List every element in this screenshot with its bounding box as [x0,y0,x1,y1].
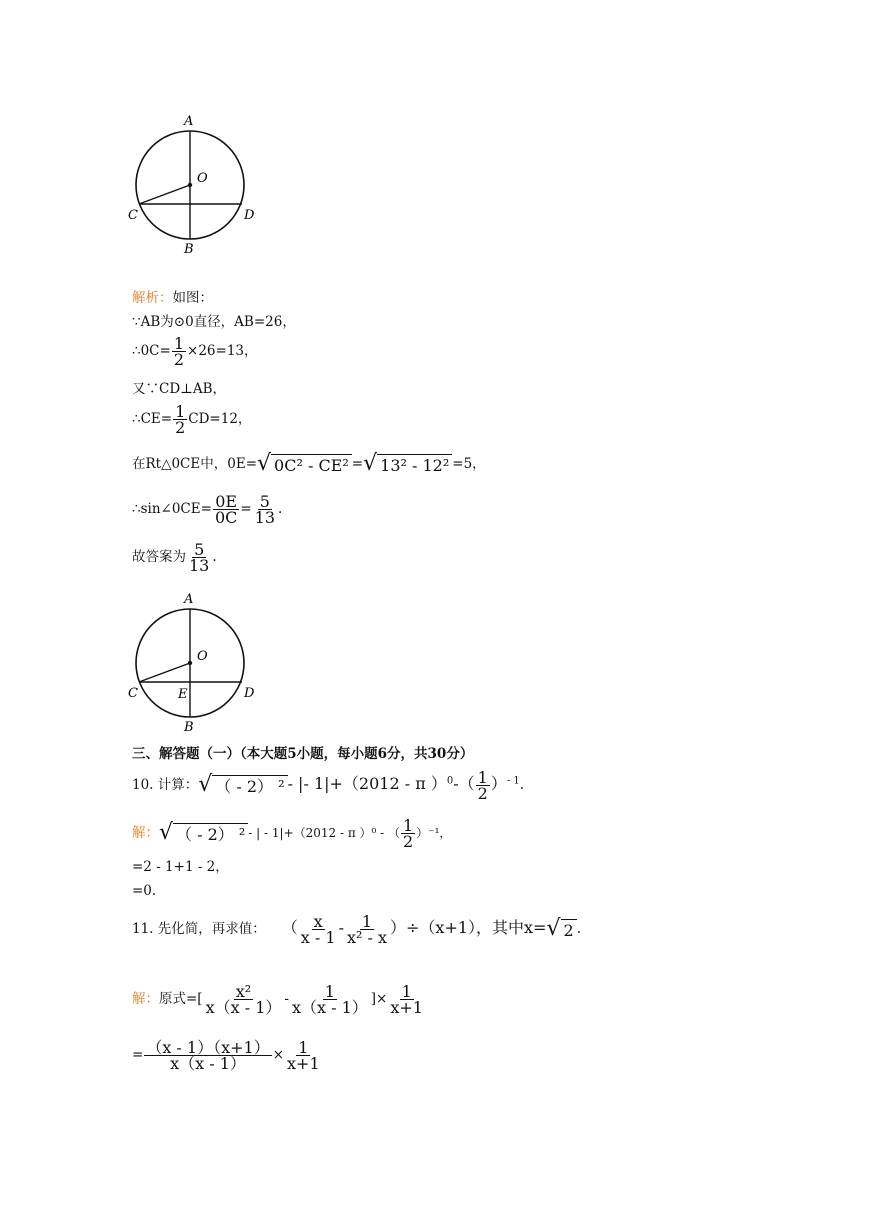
q11-solution-1 [132,984,426,1015]
exponent: - 1 [506,775,520,787]
fraction-den: x（x - 1） [291,998,368,1017]
q10-step-1: =2 - 1+1 - 2， [132,859,229,875]
radicand: 0C² - CE² [271,454,352,477]
fraction-den: 2 [173,350,185,369]
solution-9-line-4 [132,404,251,435]
solution-label: 解： [132,991,159,1007]
fraction-den: x+1 [287,1054,320,1073]
fraction-den: x - 1 [300,928,336,947]
fraction-num: 5 [259,492,270,511]
text: . [278,501,283,517]
fraction-den: x² - x [346,928,388,947]
text: . [212,549,217,565]
text: = [240,501,252,517]
fraction-num: 1 [324,982,335,1001]
text: 原式=[ [159,991,203,1007]
text: 11. 先化简，再求值： [132,921,266,937]
text: . [576,921,581,937]
question-11: 11. 先化简，再求值： （ $\frac{x}{x - 1}$ - $\frac{1}{\text{x² - x}}$ ）÷（x+1），其中x= √ 2 . [132,912,581,947]
circle-figure-1 [120,110,260,260]
solution-9-line-3: 又∵CD⊥AB， [132,381,227,397]
label-O: O [197,171,208,186]
fraction-den: 2 [403,832,414,851]
text: - [338,918,344,937]
label-D: D [244,686,255,701]
fraction-num: 1 [298,1038,309,1057]
section-heading: 三、解答题（一）（本大题5小题，每小题6分，共30分） [132,746,474,762]
fraction-den: x+1 [390,998,423,1017]
solution-9-line-5: 在Rt△0CE中，0E= √ 0C² - CE² = √ 13² - 12² =5， [132,451,486,476]
solution-9-line-2 [132,336,258,367]
text: ）⁻¹， [416,826,452,840]
fraction-num: 1 [403,816,414,835]
fraction-den: 13 [254,508,276,527]
text: = [132,1047,144,1063]
text: 10. 计算： [132,777,199,793]
intro-text: 如图： [172,290,213,306]
solution-label: 解： [132,825,159,841]
fraction-den: x（x - 1） [170,1054,246,1073]
text: ]× [370,991,388,1007]
text: ） [490,774,507,793]
radicand: （ - 2） ² [212,775,287,798]
label-E: E [178,687,188,702]
text: ∴CE= [132,411,173,427]
text: ∴0C= [132,343,171,359]
fraction-num: x² [235,982,252,1001]
solution-label: 解析： [132,290,173,306]
circle-figure-2 [120,588,260,738]
fraction-den: 2 [175,418,186,437]
radicand: 2 [561,919,577,942]
q11-solution-2 [132,1040,323,1071]
fraction-num: 0E [215,492,238,511]
text: ×26=13， [187,343,258,359]
fraction-den: 0C [214,508,238,527]
text: ）÷（x+1），其中x= [390,918,547,937]
text: 故答案为 [132,549,186,565]
fraction-num: （x - 1）（x+1） [146,1038,270,1057]
fraction-num: 1 [175,402,186,421]
solution-9-line-1: ∵AB为⊙0直径，AB=26， [132,314,296,330]
fraction-num: 1 [173,334,185,353]
label-C: C [128,686,138,701]
text: 在Rt△0CE中，0E= [132,456,258,472]
fraction-num: 1 [401,982,412,1001]
label-D: D [244,208,255,223]
text: ∴sin∠0CE= [132,501,212,517]
exponent: 0 [446,775,454,787]
question-10: 10. 计算： √ （ - 2） ² - |- 1|+（2012 - π ）$^0$-（ $\frac{1}{2}$ ）$^{- 1}$. [132,768,525,803]
text: - | - 1|+（2012 - π ）⁰ - （ [248,826,401,840]
radicand: （ - 2） ² [173,823,248,846]
text: = [351,456,364,472]
fraction-den: x（x - 1） [205,998,282,1017]
text: -（ [453,774,475,793]
q10-solution: 解： √ （ - 2） ² - | - 1|+（2012 - π ）⁰ - （ $\frac{1}{2}$ ）⁻¹， [132,816,452,851]
text: - |- 1|+（2012 - π ） [287,774,447,793]
label-B: B [184,720,194,735]
solution-9-line-7 [132,542,217,573]
fraction-num: 1 [361,912,373,931]
radicand: 13² - 12² [377,454,452,477]
fraction-den: 13 [189,556,210,575]
text: × [272,1047,285,1063]
label-C: C [128,208,138,223]
label-O: O [197,649,208,664]
text: CD=12， [188,411,252,427]
solution-9-line-6 [132,494,282,525]
text: =5， [452,456,486,472]
fraction-num: 5 [194,540,205,559]
label-B: B [184,242,194,257]
label-A: A [184,592,194,607]
text: - [284,991,289,1007]
fraction-den: 2 [477,784,488,803]
fraction-num: 1 [477,768,488,787]
solution-9-line-0 [132,289,213,307]
label-A: A [184,114,194,129]
text: . [519,777,525,793]
q10-step-2: =0. [132,883,157,899]
fraction-num: x [313,912,323,931]
